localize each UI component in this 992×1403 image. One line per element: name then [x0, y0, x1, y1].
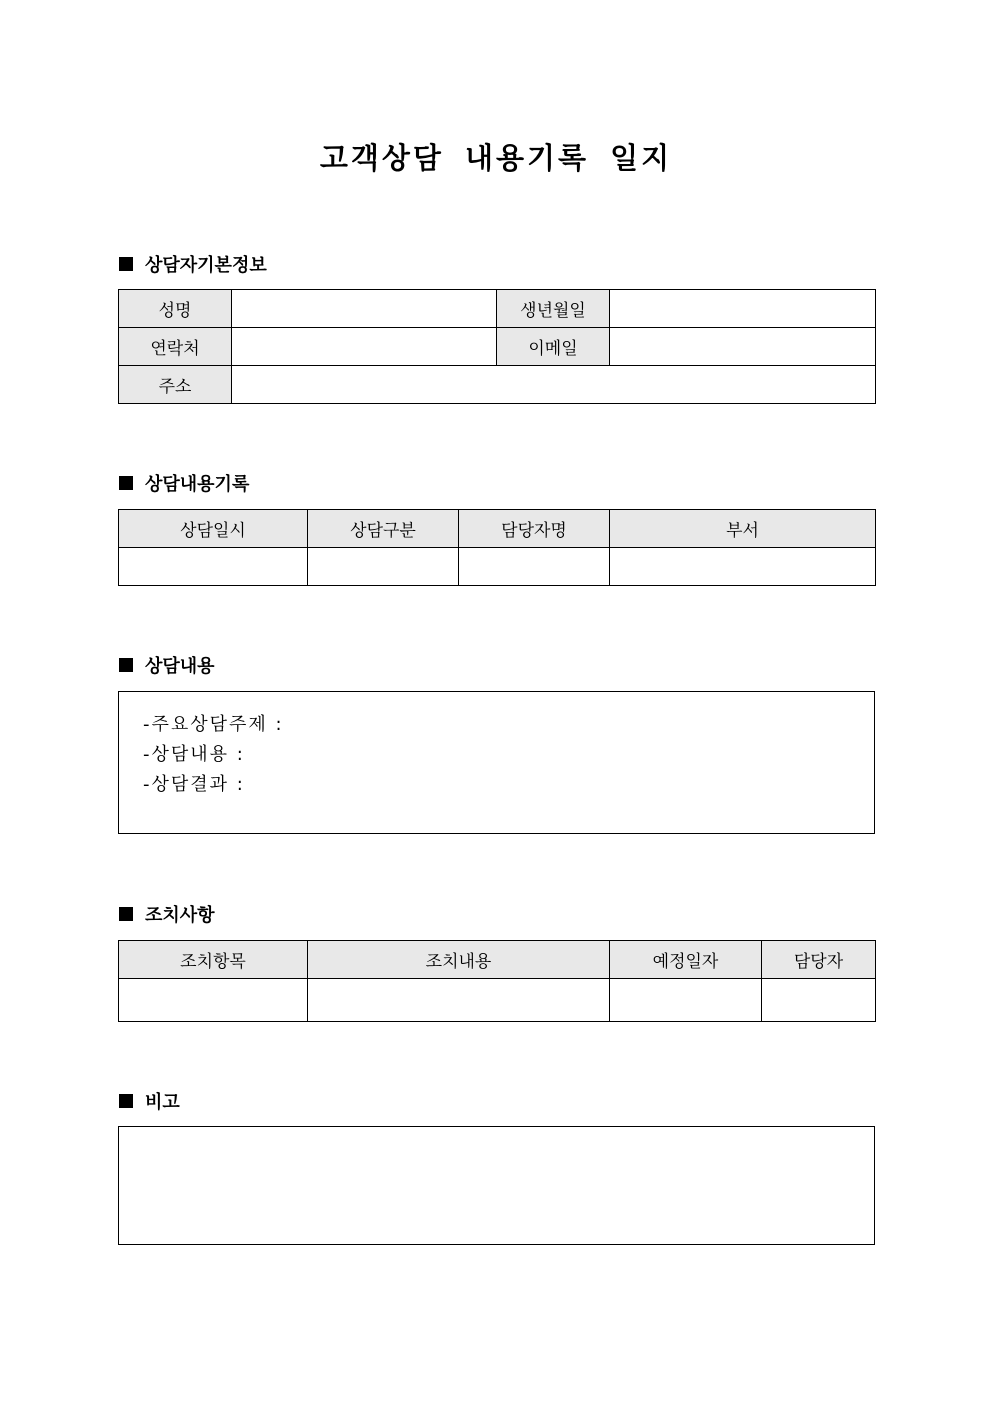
- category-field[interactable]: [308, 548, 459, 586]
- email-label: 이메일: [497, 328, 610, 366]
- table-header-row: [119, 941, 876, 979]
- actions-table: [118, 940, 876, 1022]
- square-bullet-icon: [119, 1094, 133, 1108]
- action-detail-field[interactable]: [308, 979, 610, 1022]
- square-bullet-icon: [119, 257, 133, 271]
- square-bullet-icon: [119, 907, 133, 921]
- assignee-field[interactable]: [762, 979, 876, 1022]
- remarks-box[interactable]: [118, 1126, 875, 1245]
- column-header-action-detail: 조치내용: [308, 941, 610, 979]
- column-header-category: 상담구분: [308, 510, 459, 548]
- main-topic-line: -주요상담주제 :: [143, 714, 284, 735]
- consultation-content-box[interactable]: [118, 691, 875, 834]
- column-header-datetime: 상담일시: [119, 510, 308, 548]
- staff-name-field[interactable]: [459, 548, 610, 586]
- section-heading-consultation-record: [119, 470, 249, 496]
- birthdate-field[interactable]: [610, 290, 876, 328]
- table-row: [119, 366, 876, 404]
- column-header-assignee: 담당자: [762, 941, 876, 979]
- column-header-due-date: 예정일자: [610, 941, 762, 979]
- square-bullet-icon: [119, 476, 133, 490]
- address-field[interactable]: [232, 366, 876, 404]
- action-item-field[interactable]: [119, 979, 308, 1022]
- section-heading-remarks: [119, 1088, 180, 1114]
- column-header-action-item: 조치항목: [119, 941, 308, 979]
- birthdate-label: 생년월일: [497, 290, 610, 328]
- basic-info-table: [118, 289, 876, 404]
- table-row: [119, 290, 876, 328]
- address-label: 주소: [119, 366, 232, 404]
- section-heading-label: 상담자기본정보: [145, 255, 267, 276]
- table-row: [119, 548, 876, 586]
- datetime-field[interactable]: [119, 548, 308, 586]
- name-label: 성명: [119, 290, 232, 328]
- section-heading-label: 상담내용: [145, 656, 215, 677]
- section-heading-label: 비고: [145, 1092, 180, 1113]
- table-row: [119, 328, 876, 366]
- contact-field[interactable]: [232, 328, 497, 366]
- section-heading-consultation-content: [119, 652, 215, 678]
- column-header-department: 부서: [610, 510, 876, 548]
- contact-label: 연락처: [119, 328, 232, 366]
- column-header-staff-name: 담당자명: [459, 510, 610, 548]
- document-title: 고객상담 내용기록 일지: [319, 141, 673, 175]
- section-heading-label: 상담내용기록: [145, 474, 250, 495]
- name-field[interactable]: [232, 290, 497, 328]
- table-row: [119, 979, 876, 1022]
- table-header-row: [119, 510, 876, 548]
- section-heading-basic-info: [119, 251, 267, 277]
- section-heading-actions: [119, 901, 215, 927]
- square-bullet-icon: [119, 658, 133, 672]
- section-heading-label: 조치사항: [145, 905, 215, 926]
- due-date-field[interactable]: [610, 979, 762, 1022]
- result-line: -상담결과 :: [143, 774, 245, 795]
- email-field[interactable]: [610, 328, 876, 366]
- content-line: -상담내용 :: [143, 744, 245, 765]
- consultation-record-table: [118, 509, 876, 586]
- department-field[interactable]: [610, 548, 876, 586]
